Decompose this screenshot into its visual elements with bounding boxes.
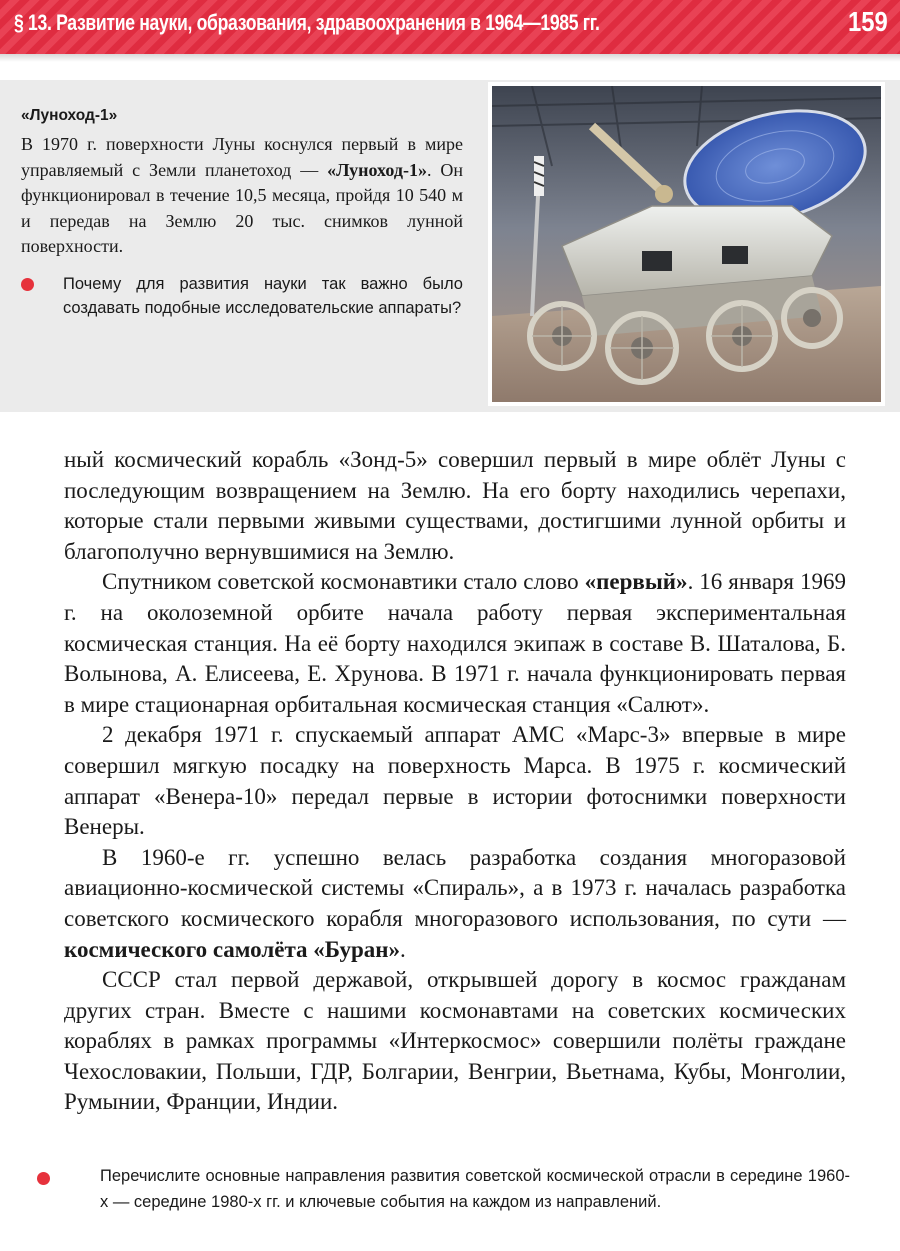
question-bullet-icon <box>21 278 34 291</box>
infobox-text <box>21 106 463 321</box>
header-shadow <box>0 54 900 62</box>
paragraph-buran-before: В 1960-е гг. успешно велась разработка создания многоразовой авиационно-космической системы «Спираль», а в 1973 г. началась разработка советского космического корабля многоразового использования, по сути — <box>64 844 846 931</box>
infobox-body-part2: . Он функционировал в течение 10,5 месяца, пройдя 10 540 м и передав на Землю 20 тыс. снимков лунной поверхности. <box>21 159 463 256</box>
paragraph-buran-bold: космического самолёта «Буран» <box>64 936 400 962</box>
bottom-question-text: Перечислите основные направления развития советской космической отрасли в середине 1960-х — середине 1980-х гг. и ключевые события на каждом из направлений. <box>100 1167 850 1211</box>
paragraph-buran-after: . <box>399 936 406 962</box>
paragraph-zond: ный космический корабль «Зонд-5» совершил первый в мире облёт Луны с последующим возвращением на Землю. На его борту находились черепахи, которые стали первыми живыми существами, достигшими лунной орбиты и благополучно вернувшимися на Землю. <box>64 447 846 564</box>
page-number: 159 <box>848 6 888 37</box>
page-header <box>0 0 900 54</box>
bottom-question-bullet-icon <box>37 1172 50 1185</box>
paragraph-first-bold: «первый» <box>584 569 688 595</box>
infobox-body-bold: «Луноход-1» <box>327 159 427 180</box>
lunokhod-rover-illustration <box>492 86 881 402</box>
paragraph-interkosmos: СССР стал первой державой, открывшей дорогу в космос гражданам других стран. Вместе с нашими космонавтами на советских космических кораблях в рамках программы «Интеркосмос» совершили полёты граждане Чехословакии, Польши, ГДР, Болгарии, Венгрии, Вьетнама, Кубы, Монголии, Румынии, Франции, Индии. <box>64 967 846 1115</box>
section-title: § 13. Развитие науки, образования, здравоохранения в 1964—1985 гг. <box>14 10 600 35</box>
infobox-body <box>21 132 463 260</box>
infobox-question <box>21 272 463 321</box>
paragraph-buran <box>64 843 846 965</box>
paragraph-first-after: . 16 января 1969 г. на околоземной орбите начала работу первая экспериментальная космическая станция. На её борту находился экипаж в составе В. Шаталова, Б. Волынова, А. Елисеева, Е. Хрунова. В 1971 г. начала функционировать первая в мире стационарная орбитальная космическая станция «Салют». <box>64 569 846 717</box>
lunokhod-photo <box>488 82 885 406</box>
main-text <box>64 445 846 1118</box>
bottom-question <box>64 1164 850 1215</box>
infobox-heading: «Луноход-1» <box>21 107 118 124</box>
paragraph-first-before: Спутником советской космонавтики стало слово <box>102 569 585 595</box>
infobox-body-part1: В 1970 г. поверхности Луны коснулся первый в мире управляемый с Земли планетоход — <box>21 134 463 180</box>
infobox-question-text: Почему для развития науки так важно было создавать подобные исследовательские аппараты? <box>63 274 463 317</box>
paragraph-first <box>64 567 846 720</box>
paragraph-mars-venus: 2 декабря 1971 г. спускаемый аппарат АМС «Марс-3» впервые в мире совершил мягкую посадку на поверхность Марса. В 1975 г. космический аппарат «Венера-10» передал первые в истории фотоснимки поверхности Венеры. <box>64 722 846 840</box>
